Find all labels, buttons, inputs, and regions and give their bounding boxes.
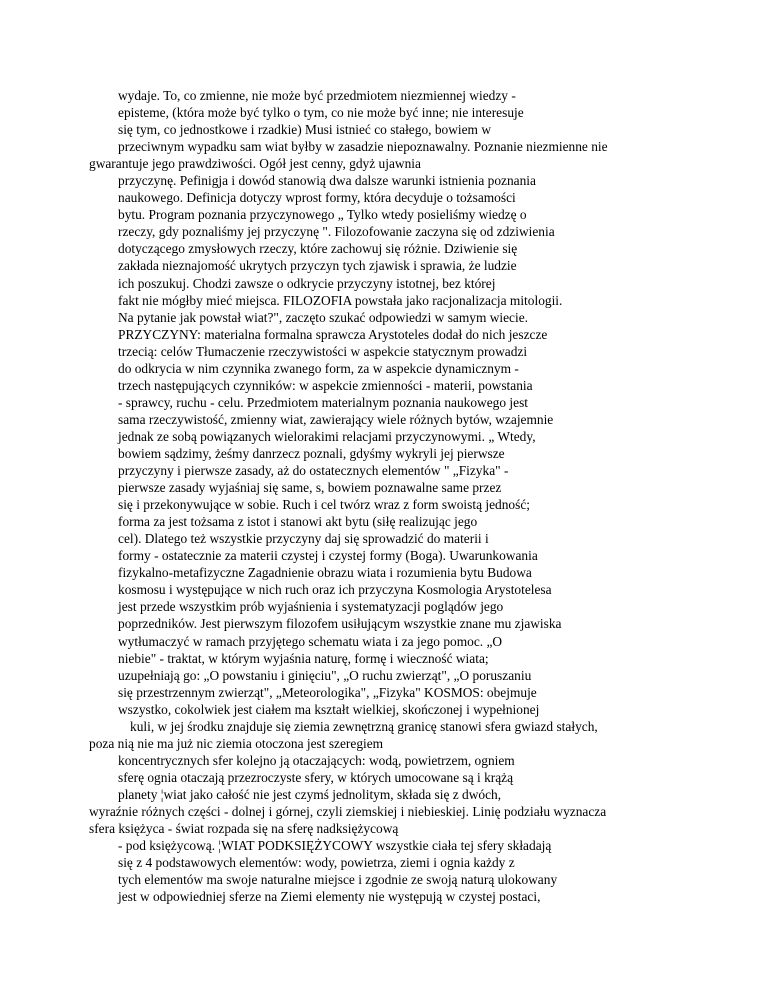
text-line: formy - ostatecznie za materii czystej i czystej formy (Boga). Uwarunkowania: [118, 548, 538, 564]
text-line: się i przekonywujące w sobie. Ruch i cel twórz wraz z form swoistą jedność;: [118, 497, 531, 513]
text-line: kuli, w jej środku znajduje się ziemia zewnętrzną granicę stanowi sfera gwiazd stałych,: [130, 718, 598, 734]
text-line: wyraźnie różnych części - dolnej i górnej, czyli ziemskiej i niebieskiej. Linię podziału wyznacza: [89, 803, 607, 819]
text-line: fizykalno-metafizyczne Zagadnienie obrazu wiata i rozumienia bytu Budowa: [118, 565, 532, 581]
text-line: PRZYCZYNY: materialna formalna sprawcza Arystoteles dodał do nich jeszcze: [118, 326, 548, 342]
text-line: zakłada nieznajomość ukrytych przyczyn tych zjawisk i sprawia, że ludzie: [118, 258, 517, 274]
text-line: się przestrzennym zwierząt", „Meteorologika", „Fizyka" KOSMOS: obejmuje: [118, 684, 537, 700]
text-line: rzeczy, gdy poznaliśmy jej przyczynę ". Filozofowanie zaczyna się od zdziwienia: [118, 224, 555, 240]
text-line: sfera księżyca - świat rozpada się na sferę nadksiężycową: [89, 821, 399, 837]
text-line: przeciwnym wypadku sam wiat byłby w zasadzie niepoznawalny. Poznanie niezmienne nie: [118, 139, 608, 155]
text-line: naukowego. Definicja dotyczy wprost formy, która decyduje o tożsamości: [118, 190, 516, 206]
text-line: forma za jest tożsama z istot i stanowi akt bytu (siłę realizując jego: [118, 514, 478, 530]
body-text: [0, 87, 760, 905]
text-line: - sprawcy, ruchu - celu. Przedmiotem materialnym poznania naukowego jest: [118, 394, 529, 410]
text-line: jest w odpowiedniej sferze na Ziemi elementy nie występują w czystej postaci,: [118, 889, 541, 905]
text-line: wszystko, cokolwiek jest ciałem ma kształt wielkiej, skończonej i wypełnionej: [118, 701, 540, 717]
text-line: - pod księżycową. ¦WIAT PODKSIĘŻYCOWY wszystkie ciała tej sfery składają: [118, 838, 552, 854]
text-line: przyczynę. Pefinigja i dowód stanowią dwa dalsze warunki istnienia poznania: [118, 173, 536, 189]
text-line: przyczyny i pierwsze zasady, aż do ostatecznych elementów " „Fizyka" -: [118, 463, 509, 479]
text-line: trzecią: celów Tłumaczenie rzeczywistości w aspekcie statycznym prowadzi: [118, 343, 528, 359]
text-line: kosmosu i występujące w nich ruch oraz ich przyczyna Kosmologia Arystotelesa: [118, 582, 552, 598]
text-line: gwarantuje jego prawdziwości. Ogół jest cenny, gdyż ujawnia: [89, 156, 421, 172]
text-line: trzech następujących czynników: w aspekcie zmienności - materii, powstania: [118, 377, 533, 393]
text-line: bowiem sądzimy, żeśmy danrzecz poznali, gdyśmy wykryli jej pierwsze: [118, 445, 505, 461]
text-line: sferę ognia otaczają przezroczyste sfery, w których umocowane są i krążą: [118, 769, 514, 785]
text-line: poza nią nie ma już nic ziemia otoczona jest szeregiem: [89, 735, 384, 751]
text-line: tych elementów ma swoje naturalne miejsce i zgodnie ze swoją naturą ulokowany: [118, 872, 558, 888]
text-line: dotyczącego zmysłowych rzeczy, które zachowuj się różnie. Dziwienie się: [118, 241, 518, 257]
text-line: koncentrycznych sfer kolejno ją otaczających: wodą, powietrzem, ogniem: [118, 752, 515, 768]
text-line: niebie" - traktat, w którym wyjaśnia naturę, formę i wieczność wiata;: [118, 650, 489, 666]
text-line: do odkrycia w nim czynnika zwanego form, za w aspekcie dynamicznym -: [118, 360, 519, 376]
text-line: planety ¦wiat jako całość nie jest czymś jednolitym, składa się z dwóch,: [118, 786, 502, 802]
text-line: fakt nie mógłby mieć miejsca. FILOZOFIA powstała jako racjonalizacja mitologii.: [118, 292, 563, 308]
text-line: cel). Dlatego też wszystkie przyczyny daj się sprowadzić do materii i: [118, 531, 489, 547]
text-line: pierwsze zasady wyjaśniaj się same, s, bowiem poznawalne same przez: [118, 480, 502, 496]
text-line: bytu. Program poznania przyczynowego „ Tylko wtedy posieliśmy wiedzę o: [118, 207, 527, 223]
text-line: sama rzeczywistość, zmienny wiat, zawierający wiele różnych bytów, wzajemnie: [118, 411, 554, 427]
text-line: jest przede wszystkim prób wyjaśnienia i systematyzacji poglądów jego: [118, 599, 504, 615]
text-line: episteme, (która może być tylko o tym, co nie może być inne; nie interesuje: [118, 105, 524, 121]
text-line: wydaje. To, co zmienne, nie może być przedmiotem niezmiennej wiedzy -: [118, 88, 516, 103]
text-line: uzupełniają go: „O powstaniu i ginięciu", „O ruchu zwierząt", „O poruszaniu: [118, 667, 532, 683]
text-line: Na pytanie jak powstał wiat?", zaczęto szukać odpowiedzi w samym wiecie.: [118, 309, 529, 325]
text-line: poprzedników. Jest pierwszym filozofem usiłującym wszystkie znane mu zjawiska: [118, 616, 562, 632]
text-line: się z 4 podstawowych elementów: wody, powietrza, ziemi i ognia każdy z: [118, 855, 515, 871]
text-line: się tym, co jednostkowe i rzadkie) Musi istnieć co stałego, bowiem w: [118, 122, 491, 138]
text-line: jednak ze sobą powiązanych wielorakimi relacjami przyczynowymi. „ Wtedy,: [118, 428, 536, 444]
text-line: ich poszukuj. Chodzi zawsze o odkrycie przyczyny istotnej, bez której: [118, 275, 496, 291]
text-line: wytłumaczyć w ramach przyjętego schematu wiata i za jego pomoc. „O: [118, 633, 503, 649]
